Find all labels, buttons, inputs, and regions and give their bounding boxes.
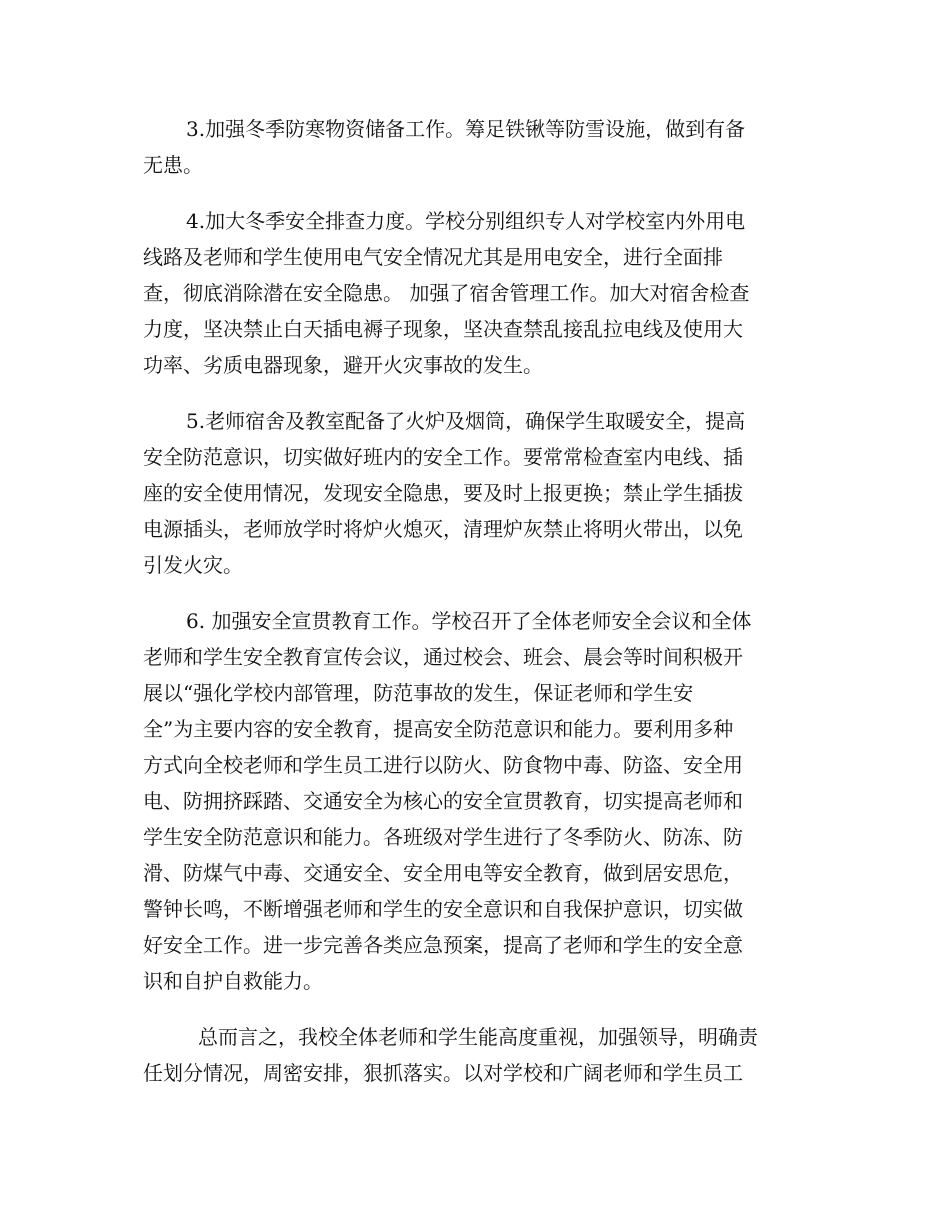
paragraph-4-line-1: 4.加大冬季安全排查力度。学校分别组织专人对学校室内外用电	[186, 209, 746, 233]
paragraph-6-line-6: 电、防拥挤踩踏、交通安全为核心的安全宣贯教育，切实提高老师和	[143, 789, 743, 813]
paragraph-6-line-2: 老师和学生安全教育宣传会议，通过校会、班会、晨会等时间积极开	[143, 645, 743, 669]
paragraph-4-line-4: 力度，坚决禁止白天插电褥子现象，坚决查禁乱接乱拉电线及使用大	[143, 317, 743, 341]
paragraph-6-line-9: 警钟长鸣，不断增强老师和学生的安全意识和自我保护意识，切实做	[143, 897, 743, 921]
paragraph-4-line-3: 查，彻底消除潜在安全隐患。 加强了宿舍管理工作。加大对宿舍检查	[143, 281, 750, 305]
paragraph-5-line-5: 引发火灾。	[143, 553, 243, 577]
paragraph-6-line-1: 6. 加强安全宣贯教育工作。学校召开了全体老师安全会议和全体	[186, 609, 752, 633]
paragraph-7-line-1: 总而言之，我校全体老师和学生能高度重视，加强领导，明确责	[198, 1025, 758, 1049]
paragraph-6-line-4: 全”为主要内容的安全教育，提高安全防范意识和能力。要利用多种	[143, 717, 734, 741]
paragraph-5-line-1: 5.老师宿舍及教室配备了火炉及烟筒，确保学生取暖安全，提高	[186, 409, 746, 433]
paragraph-5-line-2: 安全防范意识，切实做好班内的安全工作。要常常检查室内电线、插	[143, 445, 743, 469]
paragraph-6-line-3: 展以“强化学校内部管理，防范事故的发生，保证老师和学生安	[143, 681, 694, 705]
paragraph-5-line-4: 电源插头，老师放学时将炉火熄灭，清理炉灰禁止将明火带出，以免	[143, 517, 743, 541]
paragraph-3-line-1: 3.加强冬季防寒物资储备工作。筹足铁锹等防雪设施，做到有备	[186, 117, 746, 141]
paragraph-7-line-2: 任划分情况，周密安排，狠抓落实。以对学校和广阔老师和学生员工	[143, 1061, 743, 1085]
paragraph-5-line-3: 座的安全使用情况，发现安全隐患，要及时上报更换；禁止学生插拔	[143, 481, 743, 505]
paragraph-4-line-5: 功率、劣质电器现象，避开火灾事故的发生。	[143, 353, 543, 377]
paragraph-3-line-2: 无患。	[143, 153, 203, 177]
paragraph-6-line-11: 识和自护自救能力。	[143, 969, 323, 993]
paragraph-6-line-7: 学生安全防范意识和能力。各班级对学生进行了冬季防火、防冻、防	[143, 825, 743, 849]
paragraph-6-line-5: 方式向全校老师和学生员工进行以防火、防食物中毒、防盗、安全用	[143, 753, 743, 777]
paragraph-4-line-2: 线路及老师和学生使用电气安全情况尤其是用电安全，进行全面排	[143, 245, 723, 269]
paragraph-6-line-10: 好安全工作。进一步完善各类应急预案，提高了老师和学生的安全意	[143, 933, 743, 957]
paragraph-6-line-8: 滑、防煤气中毒、交通安全、安全用电等安全教育，做到居安思危，	[143, 861, 743, 885]
